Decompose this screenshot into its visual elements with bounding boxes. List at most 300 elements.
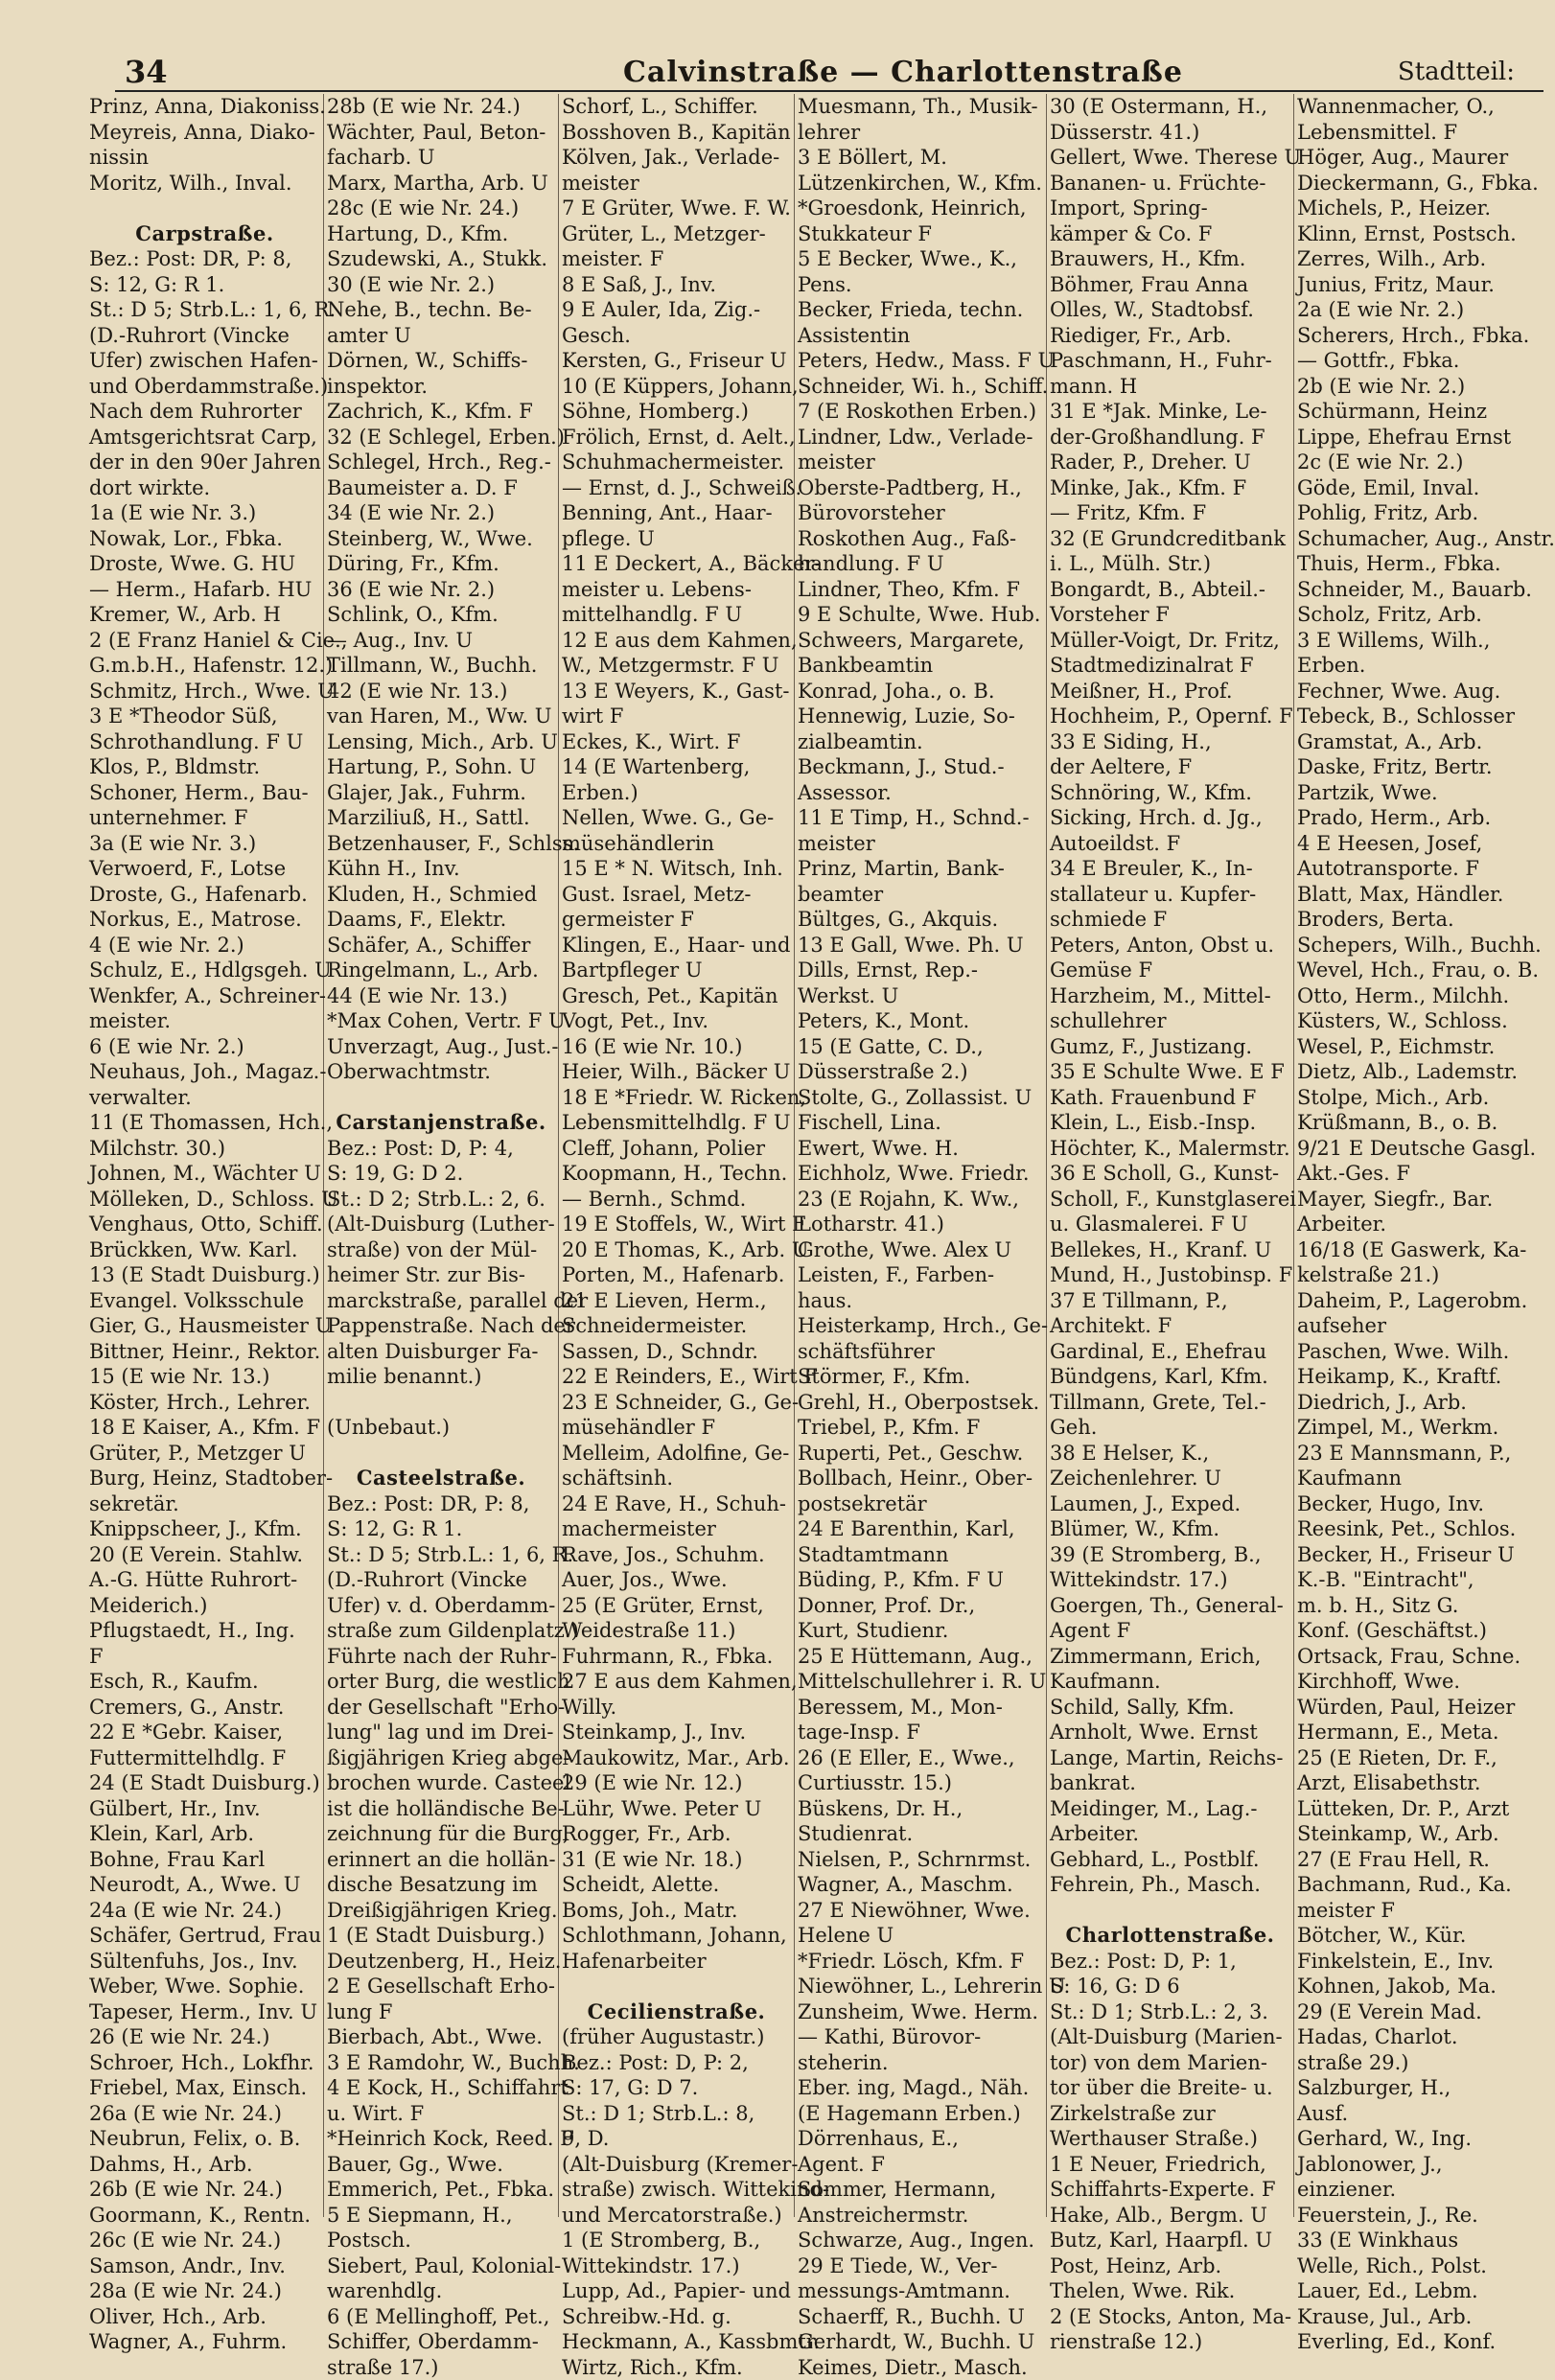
directory-entry: Finkelstein, E., Inv. (1297, 1949, 1546, 1975)
directory-entry: facharb. U (327, 145, 555, 171)
directory-entry: 1 (E Stromberg, B., (562, 2228, 791, 2253)
directory-entry: 29 E Tiede, W., Ver- (798, 2253, 1043, 2279)
directory-entry: S: 16, G: D 6 (1050, 1974, 1290, 1999)
directory-entry: tor) von dem Marien- (1050, 2050, 1290, 2076)
directory-entry: Kohnen, Jakob, Ma. (1297, 1974, 1546, 1999)
directory-entry: Kath. Frauenbund F (1050, 1085, 1290, 1111)
directory-entry: Klein, Karl, Arb. (89, 1821, 320, 1847)
directory-entry: Wagner, A., Fuhrm. (89, 2329, 320, 2355)
directory-entry: Gresch, Pet., Kapitän (562, 983, 791, 1009)
directory-entry: Bez.: Post: DR, P: 8, (89, 246, 320, 272)
directory-entry: Blatt, Max, Händler. (1297, 882, 1546, 908)
directory-entry: wirt F (562, 704, 791, 729)
directory-entry: Schulz, E., Hdlgsgeh. U (89, 958, 320, 983)
directory-entry: meister (562, 171, 791, 196)
directory-entry: *Heinrich Kock, Reed. F (327, 2126, 555, 2152)
directory-entry: 11 (E Thomassen, Hch., (89, 1110, 320, 1136)
directory-entry: Nowak, Lor., Fbka. (89, 526, 320, 552)
directory-entry: Tillmann, Grete, Tel.- (1050, 1390, 1290, 1416)
directory-entry: Szudewski, A., Stukk. (327, 246, 555, 272)
directory-entry: (Unbebaut.) (327, 1415, 555, 1441)
directory-entry: Post, Heinz, Arb. (1050, 2253, 1290, 2279)
directory-entry: Ufer) v. d. Oberdamm- (327, 1593, 555, 1619)
directory-entry: Studienrat. (798, 1821, 1043, 1847)
directory-entry: Schmitz, Hrch., Wwe. U (89, 679, 320, 705)
directory-entry: Milchstr. 30.) (89, 1136, 320, 1162)
directory-entry: Klingen, E., Haar- und (562, 933, 791, 959)
directory-entry: Baumeister a. D. F (327, 475, 555, 501)
directory-entry: K.-B. "Eintracht", (1297, 1567, 1546, 1593)
directory-entry: Muesmann, Th., Musik- (798, 94, 1043, 120)
directory-entry: Lotharstr. 41.) (798, 1212, 1043, 1237)
directory-entry: Minke, Jak., Kfm. F (1050, 475, 1290, 501)
street-heading: Cecilienstraße. (562, 1999, 791, 2025)
directory-entry: tage-Insp. F (798, 1720, 1043, 1745)
directory-entry: einziener. (1297, 2177, 1546, 2203)
directory-entry: meister. F (562, 246, 791, 272)
directory-entry: Meißner, H., Prof. (1050, 679, 1290, 705)
directory-entry: Schlink, O., Kfm. (327, 602, 555, 628)
directory-entry: Betzenhauser, F., Schlss. (327, 831, 555, 857)
directory-entry: Schäfer, A., Schiffer (327, 933, 555, 959)
directory-entry: — Gottfr., Fbka. (1297, 348, 1546, 374)
directory-entry: müsehändlerin (562, 831, 791, 857)
directory-entry: Bündgens, Karl, Kfm. (1050, 1364, 1290, 1390)
directory-entry: sekretär. (89, 1491, 320, 1517)
directory-entry: *Friedr. Lösch, Kfm. F (798, 1949, 1043, 1975)
directory-entry: 20 E Thomas, K., Arb. U (562, 1237, 791, 1263)
directory-entry: Kaufmann (1297, 1466, 1546, 1491)
directory-entry: 38 E Helser, K., (1050, 1441, 1290, 1467)
page-title: Calvinstraße — Charlottenstraße (623, 56, 1183, 89)
directory-entry: Pens. (798, 272, 1043, 298)
directory-entry: schullehrer (1050, 1008, 1290, 1034)
directory-entry: Hermann, E., Meta. (1297, 1720, 1546, 1745)
directory-entry: erinnert an die hollän- (327, 1847, 555, 1873)
directory-entry: Gebhard, L., Postblf. (1050, 1847, 1290, 1873)
column-2 (324, 94, 559, 2217)
directory-entry: Störmer, F., Kfm. (798, 1364, 1043, 1390)
directory-entry: Kersten, G., Friseur U (562, 348, 791, 374)
directory-entry: 2 (E Stocks, Anton, Ma- (1050, 2304, 1290, 2330)
directory-columns (86, 94, 1549, 2217)
directory-entry: 3 E Willems, Wilh., (1297, 628, 1546, 654)
directory-entry: Lebensmittelhdlg. F U (562, 1110, 791, 1136)
directory-entry: 5 E Siepmann, H., (327, 2203, 555, 2229)
directory-entry: Fechner, Wwe. Aug. (1297, 679, 1546, 705)
directory-entry (89, 196, 320, 221)
directory-entry: tor über die Breite- u. (1050, 2075, 1290, 2101)
directory-entry: Frölich, Ernst, d. Aelt., (562, 425, 791, 451)
directory-entry: meister. (89, 1008, 320, 1034)
directory-entry: kelstraße 21.) (1297, 1262, 1546, 1288)
directory-entry: Junius, Fritz, Maur. (1297, 272, 1546, 298)
column-6 (1294, 94, 1549, 2217)
directory-entry: Cremers, G., Anstr. (89, 1695, 320, 1721)
district-label: Stadtteil: (1398, 58, 1515, 86)
directory-entry: 31 E *Jak. Minke, Le- (1050, 399, 1290, 425)
directory-entry: 22 E *Gebr. Kaiser, (89, 1720, 320, 1745)
directory-entry: (früher Augustastr.) (562, 2024, 791, 2050)
directory-entry: 23 E Schneider, G., Ge- (562, 1390, 791, 1416)
directory-entry: Bez.: Post: D, P: 1, (1050, 1949, 1290, 1975)
directory-entry: Weber, Wwe. Sophie. (89, 1974, 320, 1999)
directory-entry: Becker, Frieda, techn. (798, 297, 1043, 323)
directory-entry: Prinz, Anna, Diakoniss. (89, 94, 320, 120)
directory-entry: 8 E Saß, J., Inv. (562, 272, 791, 298)
directory-entry: Kühn H., Inv. (327, 856, 555, 882)
directory-entry: und Mercatorstraße.) (562, 2203, 791, 2229)
directory-entry: Lindner, Ldw., Verlade- (798, 425, 1043, 451)
directory-entry: Bez.: Post: D, P: 4, (327, 1136, 555, 1162)
directory-entry: Assistentin (798, 323, 1043, 349)
directory-entry: Schuhmachermeister. (562, 450, 791, 475)
directory-entry: germeister F (562, 907, 791, 933)
directory-entry: Wittekindstr. 17.) (1050, 1567, 1290, 1593)
column-4 (795, 94, 1047, 2217)
directory-entry: Hartung, P., Sohn. U (327, 754, 555, 780)
directory-entry: Konrad, Joha., o. B. (798, 679, 1043, 705)
directory-entry: Willy. (562, 1695, 791, 1721)
directory-entry: *Max Cohen, Vertr. F U (327, 1008, 555, 1034)
directory-entry: Stolte, G., Zollassist. U (798, 1085, 1043, 1111)
directory-entry: 16/18 (E Gaswerk, Ka- (1297, 1237, 1546, 1263)
directory-entry: Gier, G., Hausmeister U (89, 1313, 320, 1339)
directory-entry: Bartpfleger U (562, 958, 791, 983)
directory-entry: 27 E Niewöhner, Wwe. (798, 1898, 1043, 1924)
directory-entry: Neurodt, A., Wwe. U (89, 1872, 320, 1898)
directory-entry: pflege. U (562, 526, 791, 552)
directory-entry: steherin. (798, 2050, 1043, 2076)
directory-entry: Bosshoven B., Kapitän (562, 120, 791, 146)
directory-entry: der in den 90er Jahren (89, 450, 320, 475)
directory-entry: — Fritz, Kfm. F (1050, 500, 1290, 526)
directory-entry: Samson, Andr., Inv. (89, 2253, 320, 2279)
directory-entry: Ewert, Wwe. H. (798, 1136, 1043, 1162)
directory-entry: Johnen, M., Wächter U (89, 1161, 320, 1187)
directory-entry: Blümer, W., Kfm. (1050, 1516, 1290, 1542)
directory-entry: 29 (E wie Nr. 12.) (562, 1770, 791, 1796)
directory-entry: Daheim, P., Lagerobm. (1297, 1288, 1546, 1314)
directory-entry: Heikamp, K., Kraftf. (1297, 1364, 1546, 1390)
directory-entry: Dörnen, W., Schiffs- (327, 348, 555, 374)
directory-entry: 25 E Hüttemann, Aug., (798, 1644, 1043, 1670)
directory-entry: Söhne, Homberg.) (562, 399, 791, 425)
directory-entry: straße zum Gildenplatz.) (327, 1618, 555, 1644)
directory-entry: 27 (E Frau Hell, R. (1297, 1847, 1546, 1873)
directory-entry: Eckes, K., Wirt. F (562, 729, 791, 755)
directory-entry: handlung. F U (798, 551, 1043, 577)
directory-entry: Müller-Voigt, Dr. Fritz, (1050, 628, 1290, 654)
directory-entry: Düsserstraße 2.) (798, 1059, 1043, 1085)
directory-entry: und Oberdammstraße.) (89, 374, 320, 400)
page-header (115, 50, 1543, 92)
directory-entry: Peters, K., Mont. (798, 1008, 1043, 1034)
directory-entry: Köster, Hrch., Lehrer. (89, 1390, 320, 1416)
directory-entry: Bongardt, B., Abteil.- (1050, 577, 1290, 603)
directory-entry: Leisten, F., Farben- (798, 1262, 1043, 1288)
directory-entry: Feuerstein, J., Re. (1297, 2203, 1546, 2229)
directory-entry: Stadtmedizinalrat F (1050, 653, 1290, 679)
directory-entry: Büding, P., Kfm. F U (798, 1567, 1043, 1593)
directory-entry: 19 E Stoffels, W., Wirt F (562, 1212, 791, 1237)
directory-entry: straße 29.) (1297, 2050, 1546, 2076)
directory-entry: Everling, Ed., Konf. (1297, 2329, 1546, 2355)
directory-entry: Lupp, Ad., Papier- und (562, 2278, 791, 2304)
directory-entry: Gumz, F., Justizang. (1050, 1034, 1290, 1060)
directory-entry: 26b (E wie Nr. 24.) (89, 2177, 320, 2203)
directory-entry: 32 (E Schlegel, Erben.) (327, 425, 555, 451)
directory-entry: Scheidt, Alette. (562, 1872, 791, 1898)
directory-entry: Amtsgerichtsrat Carp, (89, 425, 320, 451)
directory-entry: Bauer, Gg., Wwe. (327, 2152, 555, 2178)
directory-entry: unternehmer. F (89, 805, 320, 831)
directory-entry: Küsters, W., Schloss. (1297, 1008, 1546, 1034)
directory-entry: Koopmann, H., Techn. (562, 1161, 791, 1187)
directory-entry: Emmerich, Pet., Fbka. (327, 2177, 555, 2203)
directory-entry: Prinz, Martin, Bank- (798, 856, 1043, 882)
directory-entry: Schroer, Hch., Lokfhr. (89, 2050, 320, 2076)
directory-entry: m. b. H., Sitz G. (1297, 1593, 1546, 1619)
directory-entry: Pflugstaedt, H., Ing. (89, 1618, 320, 1644)
directory-entry: Wevel, Hch., Frau, o. B. (1297, 958, 1546, 983)
directory-entry: 24 E Rave, H., Schuh- (562, 1491, 791, 1517)
directory-entry: 30 (E Ostermann, H., (1050, 94, 1290, 120)
directory-entry: 4 E Kock, H., Schiffahrt (327, 2075, 555, 2101)
directory-entry: 42 (E wie Nr. 13.) (327, 679, 555, 705)
directory-entry: Meyreis, Anna, Diako- (89, 120, 320, 146)
directory-entry: Wesel, P., Eichmstr. (1297, 1034, 1546, 1060)
directory-entry: alten Duisburger Fa- (327, 1339, 555, 1365)
directory-entry: Scholl, F., Kunstglaserei (1050, 1187, 1290, 1213)
directory-entry: Dreißigjährigen Krieg. (327, 1898, 555, 1924)
directory-entry: Böhmer, Frau Anna (1050, 272, 1290, 298)
directory-entry (327, 1390, 555, 1416)
directory-entry: Bananen- u. Früchte- (1050, 171, 1290, 196)
directory-entry: 2a (E wie Nr. 2.) (1297, 297, 1546, 323)
directory-entry: Lauer, Ed., Lebm. (1297, 2278, 1546, 2304)
directory-entry: Schild, Sally, Kfm. (1050, 1695, 1290, 1721)
directory-entry: 11 E Timp, H., Schnd.- (798, 805, 1043, 831)
directory-entry: Hochheim, P., Opernf. F (1050, 704, 1290, 729)
directory-entry: Thuis, Herm., Fbka. (1297, 551, 1546, 577)
directory-entry: 18 E *Friedr. W. Ricken, (562, 1085, 791, 1111)
street-heading: Charlottenstraße. (1050, 1923, 1290, 1949)
directory-entry: Hake, Alb., Bergm. U (1050, 2203, 1290, 2229)
directory-entry: 7 (E Roskothen Erben.) (798, 399, 1043, 425)
directory-entry: 33 (E Winkhaus (1297, 2228, 1546, 2253)
directory-entry: St.: D 2; Strb.L.: 2, 6. (327, 1187, 555, 1213)
directory-entry: 2 E Gesellschaft Erho- (327, 1974, 555, 1999)
directory-entry: Bankbeamtin (798, 653, 1043, 679)
directory-entry: milie benannt.) (327, 1364, 555, 1390)
directory-entry: — Kathi, Bürovor- (798, 2024, 1043, 2050)
directory-entry: Schneider, Wi. h., Schiff. (798, 374, 1043, 400)
directory-entry: müsehändler F (562, 1415, 791, 1441)
directory-entry: Gardinal, E., Ehefrau (1050, 1339, 1290, 1365)
column-5 (1047, 94, 1294, 2217)
directory-entry: — Herm., Hafarb. HU (89, 577, 320, 603)
directory-entry: Autotransporte. F (1297, 856, 1546, 882)
directory-entry: schmiede F (1050, 907, 1290, 933)
directory-entry: 7 E Grüter, Wwe. F. W. (562, 196, 791, 221)
directory-entry: Olles, W., Stadtobsf. (1050, 297, 1290, 323)
directory-entry: 26 (E wie Nr. 24.) (89, 2024, 320, 2050)
directory-entry: i. L., Mülh. Str.) (1050, 551, 1290, 577)
directory-entry: Lebensmittel. F (1297, 120, 1546, 146)
directory-entry: stallateur u. Kupfer- (1050, 882, 1290, 908)
directory-entry: 13 (E Stadt Duisburg.) (89, 1262, 320, 1288)
directory-entry: Schnöring, W., Kfm. (1050, 780, 1290, 806)
directory-entry: Dieckermann, G., Fbka. (1297, 171, 1546, 196)
directory-entry: Gramstat, A., Arb. (1297, 729, 1546, 755)
directory-entry: amter U (327, 323, 555, 349)
directory-entry: heimer Str. zur Bis- (327, 1262, 555, 1288)
directory-entry: Schürmann, Heinz (1297, 399, 1546, 425)
directory-entry: Mittelschullehrer i. R. U (798, 1669, 1043, 1695)
directory-entry: Steinberg, W., Wwe. (327, 526, 555, 552)
directory-entry: Oliver, Hch., Arb. (89, 2304, 320, 2330)
directory-entry: brochen wurde. Casteel (327, 1770, 555, 1796)
directory-entry (327, 1441, 555, 1467)
directory-entry: Becker, H., Friseur U (1297, 1542, 1546, 1568)
directory-entry: Postsch. (327, 2228, 555, 2253)
directory-entry: Droste, Wwe. G. HU (89, 551, 320, 577)
directory-entry: Eichholz, Wwe. Friedr. (798, 1161, 1043, 1187)
directory-entry: — Bernh., Schmd. (562, 1187, 791, 1213)
directory-entry: Roskothen Aug., Faß- (798, 526, 1043, 552)
directory-entry: 44 (E wie Nr. 13.) (327, 983, 555, 1009)
directory-entry: (D.-Ruhrort (Vincke (89, 323, 320, 349)
directory-entry: Unverzagt, Aug., Just.- (327, 1034, 555, 1060)
directory-entry: Bötcher, W., Kür. (1297, 1923, 1546, 1949)
directory-entry: mann. H (1050, 374, 1290, 400)
directory-entry: Gerhardt, W., Buchh. U (798, 2329, 1043, 2355)
directory-entry (327, 1085, 555, 1111)
directory-entry: meister (798, 450, 1043, 475)
directory-entry: lehrer (798, 120, 1043, 146)
directory-entry: Schweers, Margarete, (798, 628, 1043, 654)
directory-entry: Laumen, J., Exped. (1050, 1491, 1290, 1517)
directory-entry: Triebel, P., Kfm. F (798, 1415, 1043, 1441)
directory-entry: Dahms, H., Arb. (89, 2152, 320, 2178)
directory-entry: S: 12, G: R 1. (89, 272, 320, 298)
directory-entry: G.m.b.H., Hafenstr. 12.) (89, 653, 320, 679)
directory-entry: Gülbert, Hr., Inv. (89, 1796, 320, 1822)
directory-entry: Agent F (1050, 1618, 1290, 1644)
directory-entry: Glajer, Jak., Fuhrm. (327, 780, 555, 806)
directory-entry: Schäfer, Gertrud, Frau (89, 1923, 320, 1949)
directory-entry: Niewöhner, L., Lehrerin U (798, 1974, 1043, 1999)
directory-entry: Wenkfer, A., Schreiner- (89, 983, 320, 1009)
directory-entry: Führte nach der Ruhr- (327, 1644, 555, 1670)
directory-entry: Bittner, Heinr., Rektor. (89, 1339, 320, 1365)
directory-entry: (Alt-Duisburg (Luther- (327, 1212, 555, 1237)
directory-entry: Akt.-Ges. F (1297, 1161, 1546, 1187)
directory-entry: Tebeck, B., Schlosser (1297, 704, 1546, 729)
directory-entry: Schumacher, Aug., Anstr. (1297, 526, 1546, 552)
directory-entry: Wächter, Paul, Beton- (327, 120, 555, 146)
directory-entry: Rogger, Fr., Arb. (562, 1821, 791, 1847)
directory-entry: Scholz, Fritz, Arb. (1297, 602, 1546, 628)
directory-entry: St.: D 5; Strb.L.: 1, 6, R. (327, 1542, 555, 1568)
directory-entry: beamter (798, 882, 1043, 908)
directory-entry: Nach dem Ruhrorter (89, 399, 320, 425)
directory-entry: Gesch. (562, 323, 791, 349)
directory-entry: 24 (E Stadt Duisburg.) (89, 1770, 320, 1796)
directory-entry: Werkst. U (798, 983, 1043, 1009)
directory-entry: nissin (89, 145, 320, 171)
directory-entry: Schiffer, Oberdamm- (327, 2329, 555, 2355)
directory-entry: 26 (E Eller, E., Wwe., (798, 1745, 1043, 1771)
directory-entry: 1 E Neuer, Friedrich, (1050, 2152, 1290, 2178)
directory-entry: Heisterkamp, Hrch., Ge- (798, 1313, 1043, 1339)
directory-entry: 16 (E wie Nr. 10.) (562, 1034, 791, 1060)
directory-entry: Kölven, Jak., Verlade- (562, 145, 791, 171)
directory-entry: Krüßmann, B., o. B. (1297, 1110, 1546, 1136)
directory-entry: Büskens, Dr. H., (798, 1796, 1043, 1822)
directory-entry: straße) zwisch. Wittekind- (562, 2177, 791, 2203)
directory-entry: Burg, Heinz, Stadtober- (89, 1466, 320, 1491)
directory-entry: Goormann, K., Rentn. (89, 2203, 320, 2229)
directory-entry: 2c (E wie Nr. 2.) (1297, 450, 1546, 475)
directory-entry: 20 (E Verein. Stahlw. (89, 1542, 320, 1568)
directory-entry: F (89, 1644, 320, 1670)
directory-entry: Sicking, Hrch. d. Jg., (1050, 805, 1290, 831)
directory-entry (562, 1974, 791, 1999)
directory-entry: Schwarze, Aug., Ingen. (798, 2228, 1043, 2253)
directory-entry: 9/21 E Deutsche Gasgl. (1297, 1136, 1546, 1162)
street-heading: Carpstraße. (89, 221, 320, 247)
directory-entry: Pohlig, Fritz, Arb. (1297, 500, 1546, 526)
directory-entry: 15 E * N. Witsch, Inh. (562, 856, 791, 882)
directory-entry: 30 (E wie Nr. 2.) (327, 272, 555, 298)
directory-entry: *Groesdonk, Heinrich, (798, 196, 1043, 221)
directory-entry: Schlothmann, Johann, (562, 1923, 791, 1949)
directory-entry: 9 E Auler, Ida, Zig.- (562, 297, 791, 323)
street-heading: Carstanjenstraße. (327, 1110, 555, 1136)
directory-entry: Grehl, H., Oberpostsek. (798, 1390, 1043, 1416)
directory-entry: Knippscheer, J., Kfm. (89, 1516, 320, 1542)
directory-entry: der Gesellschaft "Erho- (327, 1695, 555, 1721)
directory-entry: Gellert, Wwe. Therese U (1050, 145, 1290, 171)
directory-entry: der-Großhandlung. F (1050, 425, 1290, 451)
directory-entry: 35 E Schulte Wwe. E F (1050, 1059, 1290, 1085)
directory-entry: haus. (798, 1288, 1043, 1314)
directory-entry: Partzik, Wwe. (1297, 780, 1546, 806)
directory-entry: 15 (E Gatte, C. D., (798, 1034, 1043, 1060)
directory-entry: — Ernst, d. J., Schweiß. (562, 475, 791, 501)
directory-entry: Steinkamp, J., Inv. (562, 1720, 791, 1745)
directory-entry: 1 (E Stadt Duisburg.) (327, 1923, 555, 1949)
directory-entry: Klos, P., Bldmstr. (89, 754, 320, 780)
directory-entry: Benning, Ant., Haar- (562, 500, 791, 526)
directory-entry: aufseher (1297, 1313, 1546, 1339)
directory-entry: Paschen, Wwe. Wilh. (1297, 1339, 1546, 1365)
directory-entry: S: 19, G: D 2. (327, 1161, 555, 1187)
directory-entry: straße) von der Mül- (327, 1237, 555, 1263)
directory-entry: 23 E Mannsmann, P., (1297, 1441, 1546, 1467)
directory-entry: Zachrich, K., Kfm. F (327, 399, 555, 425)
directory-entry: 6 (E Mellinghoff, Pet., (327, 2304, 555, 2330)
directory-entry: Dörrenhaus, E., (798, 2126, 1043, 2152)
directory-entry: dort wirkte. (89, 475, 320, 501)
directory-entry: Autoeildst. F (1050, 831, 1290, 857)
directory-entry: Stukkateur F (798, 221, 1043, 247)
directory-entry: Peters, Anton, Obst u. (1050, 933, 1290, 959)
directory-entry: Agent. F (798, 2152, 1043, 2178)
directory-entry: Fuhrmann, R., Fbka. (562, 1644, 791, 1670)
